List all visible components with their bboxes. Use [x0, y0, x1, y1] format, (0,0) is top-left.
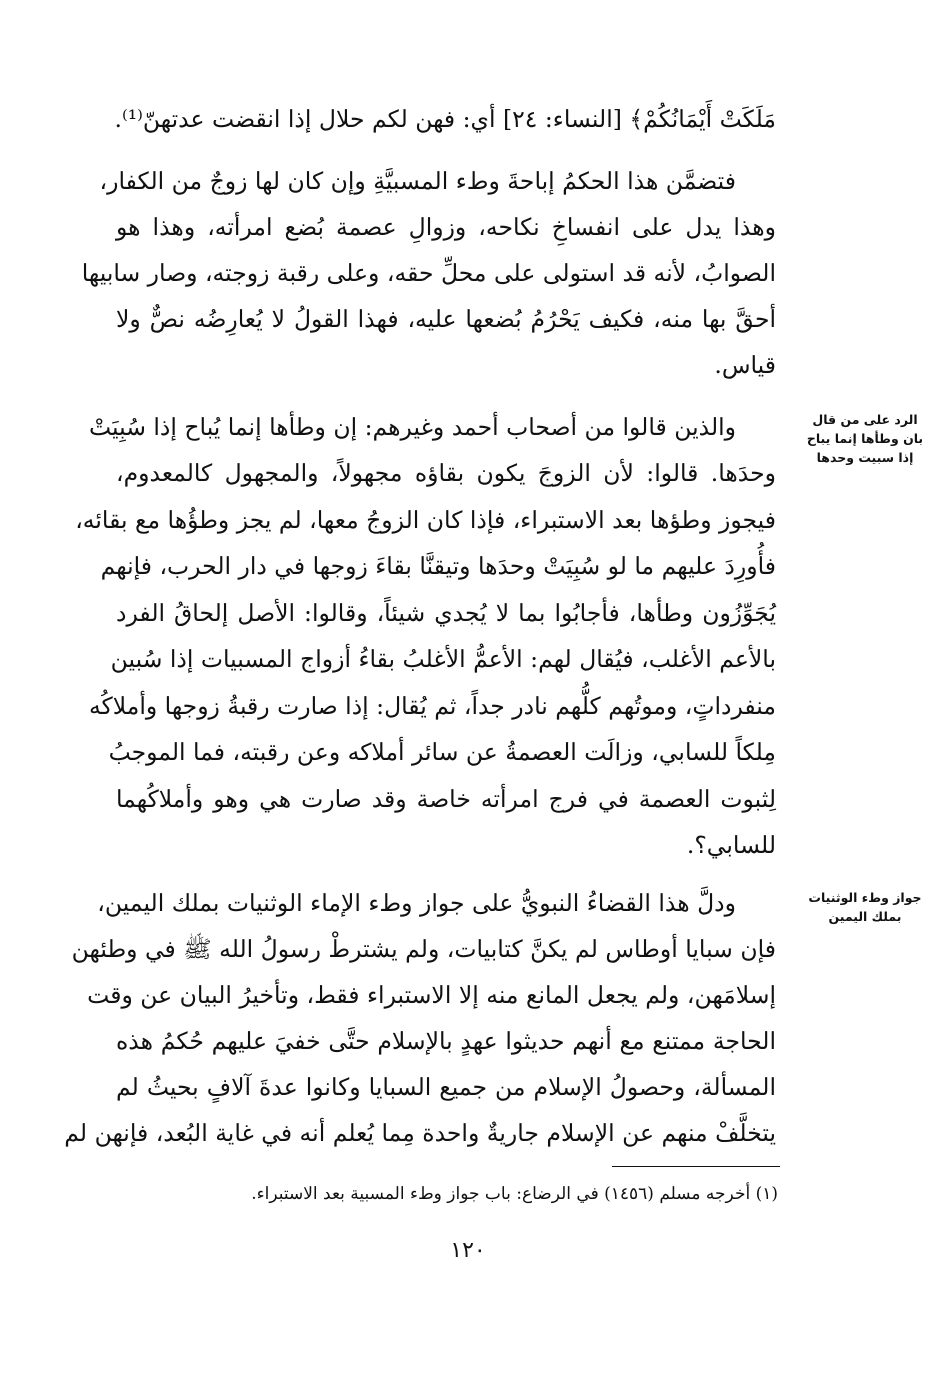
paragraph3-line: الحاجة ممتنع مع أنهم حديثوا عهدٍ بالإسلام حتَّى خفيَ عليهم حُكمُ هذه [116, 1027, 776, 1055]
paragraph1-line: قياس. [714, 351, 776, 379]
paragraph1-line: فتضمَّن هذا الحكمُ إباحةَ وطء المسبيَّةِ وإن كان لها زوجٌ من الكفار، [99, 167, 736, 195]
paragraph2-line: يُجَوِّزُون وطأها، فأجابُوا بما لا يُجدي شيئاً، وقالوا: الأصل إلحاقُ الفرد [116, 599, 776, 627]
paragraph2-line: والذين قالوا من أصحاب أحمد وغيرهم: إن وطأها إنما يُباح إذا سُبِيَتْ [88, 413, 736, 441]
page-number: ١٢٠ [450, 1238, 486, 1263]
paragraph1-line: وهذا يدل على انفساخِ نكاحه، وزوالِ عصمة بُضع امرأته، وهذا هو [116, 213, 776, 241]
paragraph2-line: مِلكاً للسابي، وزالَت العصمةُ عن سائر أملاكه وعن رقبته، فما الموجبُ [108, 738, 776, 766]
verse-line: مَلَكَتْ أَيْمَانُكُمْ﴾ [النساء: ٢٤] أي: فهن لكم حلال إذا انقضت عدتهنّ⁽¹⁾. [114, 105, 776, 133]
paragraph3-line: يتخلَّفْ منهم عن الإسلام جاريةٌ واحدة مِما يُعلم أنه في غاية البُعد، فإنهن لم [64, 1119, 776, 1147]
paragraph2-line: وحدَها. قالوا: لأن الزوجَ يكون بقاؤه مجهولاً، والمجهول كالمعدوم، [116, 459, 776, 487]
paragraph2-line: فأُورِدَ عليهم ما لو سُبِيَتْ وحدَها وتيقنَّا بقاءَ زوجها في دار الحرب، فإنهم [100, 552, 776, 580]
paragraph1-line: الصوابُ، لأنه قد استولى على محلِّ حقه، وعلى رقبة زوجته، وصار سابيها [81, 259, 776, 287]
paragraph2-line: منفرداتٍ، وموتُهم كلُّهم نادر جداً، ثم يُقال: إذا صارت رقبةُ زوجها وأملاكُه [88, 692, 776, 720]
paragraph3-line: فإن سبايا أوطاس لم يكنَّ كتابيات، ولم يشترطْ رسولُ الله ﷺ في وطئهن [71, 935, 776, 963]
margin-note-refutation: الرد على من قال بان وطأها إنما يباح إذا سبيت وحدها [806, 412, 924, 465]
footnote: (١) أخرجه مسلم (١٤٥٦) في الرضاع: باب جواز وطء المسبية بعد الاستبراء. [251, 1184, 778, 1204]
paragraph3-line: ودلَّ هذا القضاءُ النبويُّ على جواز وطء الإماء الوثنيات بملك اليمين، [97, 889, 736, 917]
paragraph3-line: المسألة، وحصولُ الإسلام من جميع السبايا وكانوا عدةَ آلافٍ بحيثُ لم [116, 1073, 776, 1101]
paragraph2-line: للسابي؟. [686, 831, 776, 859]
paragraph1-line: أحقَّ بها منه، فكيف يَحْرُمُ بُضعها عليه، فهذا القولُ لا يُعارِضُه نصٌّ ولا [116, 305, 776, 333]
paragraph3-line: إسلامَهن، ولم يجعل المانع منه إلا الاستبراء فقط، وتأخيرُ البيان عن وقت [87, 981, 776, 1009]
margin-note-pagan-slaves: جواز وطء الوثنيات بملك اليمين [808, 890, 922, 924]
paragraph2-line: لِثبوت العصمة في فرج امرأته خاصة وقد صارت هي وهو وأملاكُهما [116, 785, 776, 813]
footnote-separator [612, 1166, 780, 1167]
paragraph2-line: بالأعم الأغلب، فيُقال لهم: الأعمُّ الأغلبُ بقاءُ أزواج المسبيات إذا سُبين [110, 645, 776, 673]
paragraph2-line: فيجوز وطؤها بعد الاستبراء، فإذا كان الزوجُ معها، لم يجز وطؤُها مع بقائه، [75, 506, 776, 534]
